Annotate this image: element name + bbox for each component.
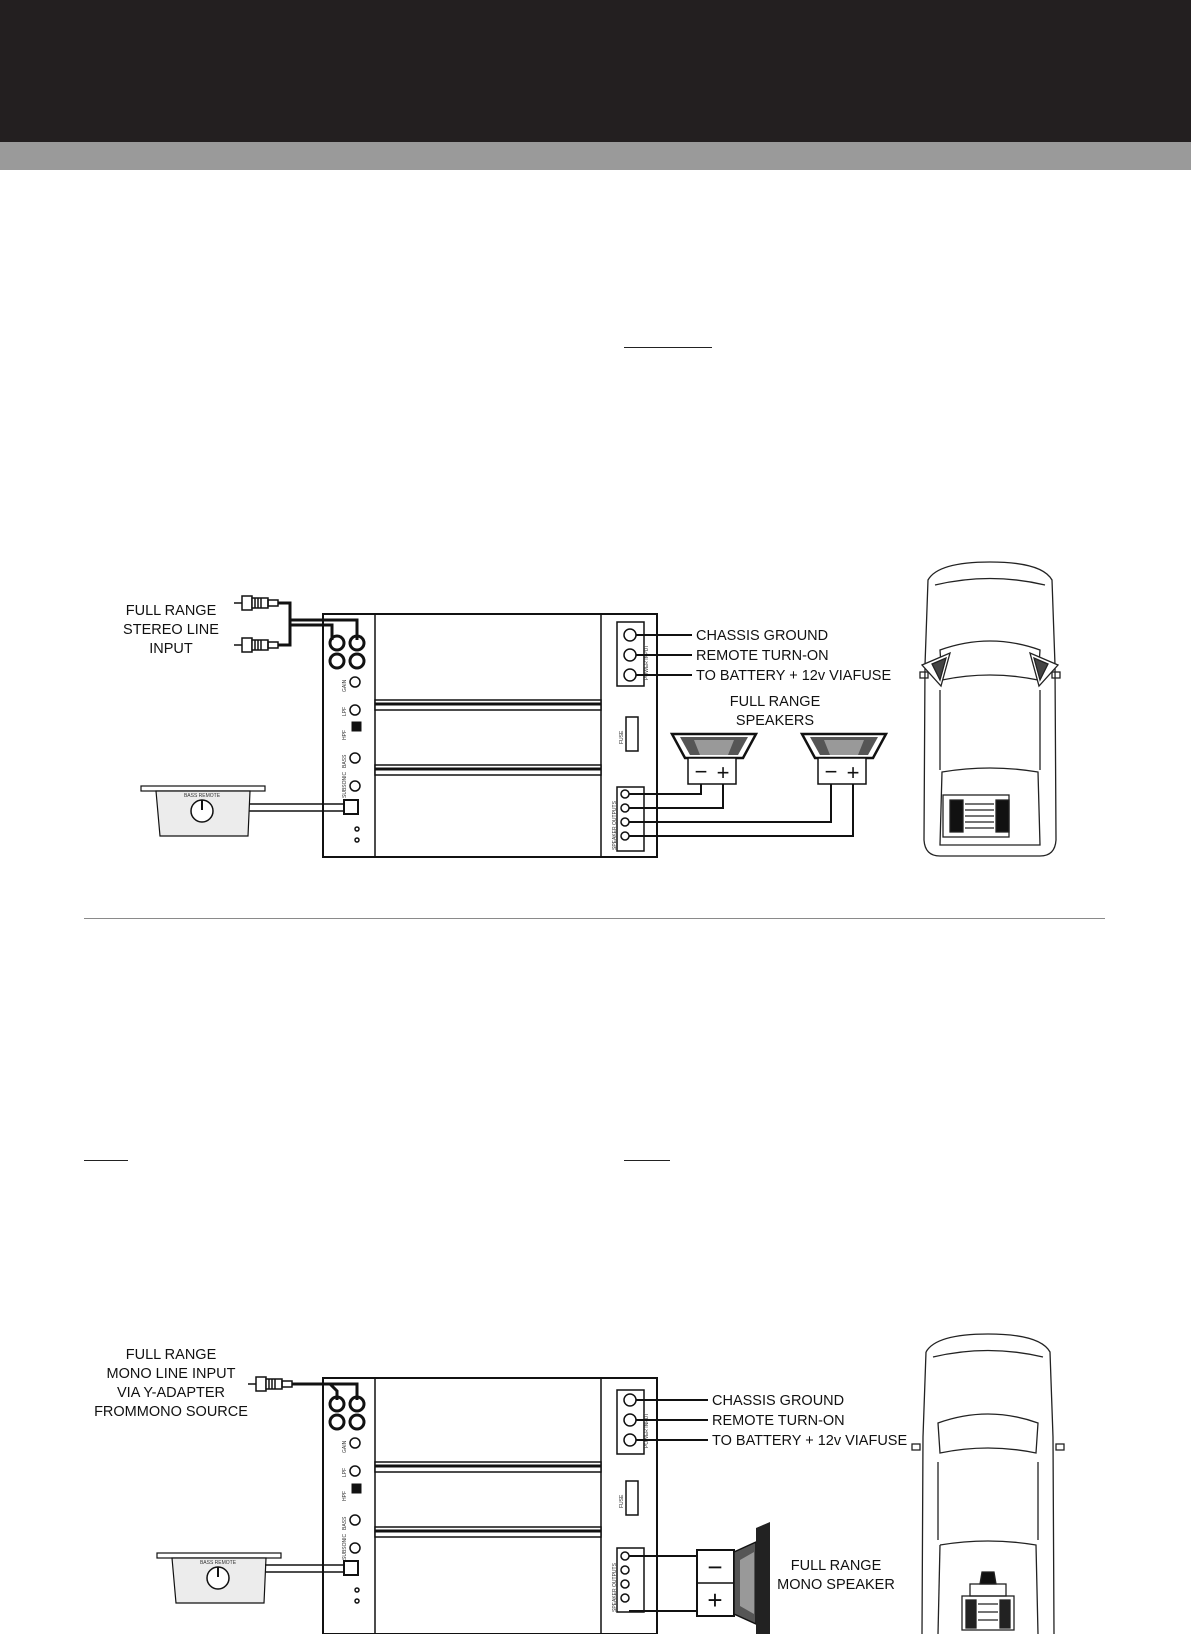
- rule-underline-2: [84, 1160, 128, 1161]
- mono-input-label-line-4: FROMMONO SOURCE: [94, 1404, 248, 1420]
- rca-plug-mono: [248, 1377, 292, 1391]
- mono-remote-turn-on-label: REMOTE TURN-ON: [712, 1413, 845, 1429]
- rca-cable-mono: [292, 1384, 357, 1400]
- bass-remote-2-label: BASS REMOTE: [199, 1560, 237, 1566]
- input-label-line-3: INPUT: [149, 641, 193, 657]
- amp-knob-label-bass: BASS: [342, 754, 348, 768]
- bass-remote-1-label: BASS REMOTE: [183, 793, 221, 799]
- mono-speaker-label-line-2: MONO SPEAKER: [777, 1577, 895, 1593]
- remote-turn-on-label: REMOTE TURN-ON: [696, 648, 829, 664]
- stereo-wiring-diagram: [0, 560, 1191, 880]
- section-divider: [84, 918, 1105, 919]
- rca-cables: [278, 603, 357, 645]
- amp-2-knob-label-hpf: HPF: [342, 1491, 348, 1501]
- remote-cable-2: [265, 1565, 344, 1572]
- amp-speaker-outputs-label: SPEAKER OUTPUTS: [612, 801, 618, 850]
- mono-battery-label: TO BATTERY + 12v VIAFUSE: [712, 1433, 908, 1449]
- input-label-line-2: STEREO LINE: [123, 622, 219, 638]
- remote-cable-1: [249, 804, 344, 811]
- amplifier-1: [323, 614, 657, 857]
- rule-underline-3: [624, 1160, 670, 1161]
- amp-2-speaker-outputs-label: SPEAKER OUTPUTS: [612, 1563, 618, 1612]
- amp-knob-label-lpf: LPF: [342, 706, 348, 716]
- mono-speaker-minus-sign: −: [707, 1552, 723, 1582]
- speaker-left-minus-sign: −: [694, 759, 708, 784]
- amp-2-fuse-label: FUSE: [619, 1494, 625, 1508]
- speaker-right-minus-sign: −: [824, 759, 838, 784]
- header-band: [0, 142, 1191, 170]
- speaker-right: [802, 734, 886, 784]
- amp-knob-label-subsonic: SUBSONIC: [342, 771, 348, 798]
- amp-2-knob-label-subsonic: SUBSONIC: [342, 1533, 348, 1560]
- speakers-label-line-1: FULL RANGE: [729, 694, 821, 710]
- speaker-right-plus-sign: +: [846, 760, 860, 785]
- speakers-label-line-2: SPEAKERS: [735, 713, 815, 729]
- amp-fuse-label: FUSE: [619, 730, 625, 744]
- rca-plug-top: [234, 596, 278, 610]
- mono-speaker-label-line-1: FULL RANGE: [790, 1558, 882, 1574]
- vehicle-top-view-2: [912, 1334, 1064, 1634]
- amp-2-knob-label-bass: BASS: [342, 1516, 348, 1530]
- speaker-left-plus-sign: +: [716, 760, 730, 785]
- rca-plug-bottom: [234, 638, 278, 652]
- input-label-line-1: FULL RANGE: [125, 603, 217, 619]
- speaker-wires-2: [629, 1556, 697, 1611]
- speaker-wires-1: [629, 784, 853, 836]
- amp-2-knob-label-lpf: LPF: [342, 1467, 348, 1477]
- mono-wiring-diagram: [0, 1320, 1191, 1634]
- mono-chassis-ground-label: CHASSIS GROUND: [712, 1393, 845, 1409]
- bass-remote-1: [141, 786, 265, 836]
- amp-knob-label-gain: GAIN: [342, 679, 348, 692]
- bass-remote-2: [157, 1553, 281, 1603]
- amplifier-2: [323, 1378, 657, 1634]
- mono-input-label-line-2: MONO LINE INPUT: [106, 1366, 236, 1382]
- vehicle-top-view-1: [920, 562, 1060, 856]
- mono-speaker-plus-sign: +: [707, 1585, 723, 1615]
- amp-knob-label-hpf: HPF: [342, 730, 348, 740]
- amp-2-knob-label-gain: GAIN: [342, 1440, 348, 1453]
- mono-input-label-line-1: FULL RANGE: [125, 1347, 217, 1363]
- chassis-ground-label: CHASSIS GROUND: [696, 628, 829, 644]
- mono-input-label-line-3: VIA Y-ADAPTER: [117, 1385, 225, 1401]
- amp-2-tiny-labels: [342, 1413, 650, 1612]
- rule-underline-1: [624, 347, 712, 348]
- amp-1-tiny-labels: [342, 645, 650, 850]
- amp-power-input-label: POWER INPUT: [644, 644, 650, 680]
- amp-2-power-input-label: POWER INPUT: [644, 1412, 650, 1448]
- battery-label: TO BATTERY + 12v VIAFUSE: [696, 668, 892, 684]
- header-bar: [0, 0, 1191, 142]
- speaker-left: [672, 734, 756, 784]
